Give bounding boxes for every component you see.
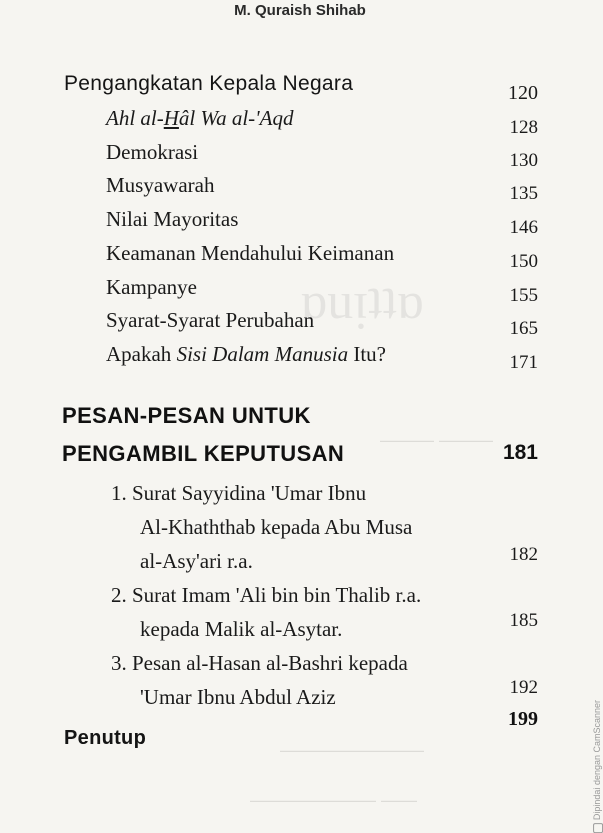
- section-title-line: PESAN-PESAN UNTUK: [62, 403, 311, 428]
- section-page-number: 199: [508, 708, 538, 730]
- section-title: Pengangkatan Kepala Negara: [64, 72, 354, 95]
- toc-entry: Nilai Mayoritas: [106, 207, 239, 231]
- toc-page-number: 192: [509, 677, 538, 698]
- toc-page-number: 128: [509, 117, 538, 138]
- toc-page-number: 182: [509, 544, 538, 565]
- camscanner-icon: [593, 823, 603, 833]
- toc-entry-continuation: kepada Malik al-Asytar.: [140, 617, 343, 641]
- toc-page-number: 135: [509, 183, 538, 204]
- section-title: Penutup: [64, 727, 147, 749]
- bleed-through-decoration: ————————: [280, 740, 424, 760]
- toc-entry: 2. Surat Imam 'Ali bin bin Thalib r.a.: [111, 583, 422, 607]
- toc-entry: Demokrasi: [106, 140, 199, 164]
- toc-entry-continuation: al-Asy'ari r.a.: [140, 549, 253, 573]
- toc-entry: 3. Pesan al-Hasan al-Bashri kepada: [111, 651, 408, 675]
- toc-page-number: 165: [509, 318, 538, 339]
- toc-entry: Ahl al-Hâl Wa al-'Aqd: [106, 106, 294, 130]
- scanner-watermark: Dipindai dengan CamScanner: [592, 700, 603, 833]
- toc-page-number: 146: [509, 217, 538, 238]
- section-page-number: 120: [508, 82, 538, 104]
- toc-entry: 1. Surat Sayyidina 'Umar Ibnu: [111, 481, 367, 505]
- toc-page-number: 150: [509, 251, 538, 272]
- toc-page-number: 185: [509, 610, 538, 631]
- section-title-line: PENGAMBIL KEPUTUSAN: [62, 441, 345, 466]
- toc-page-number: 130: [509, 150, 538, 171]
- toc-entry: Kampanye: [106, 275, 197, 299]
- bleed-through-decoration: ——— ———: [380, 430, 494, 450]
- bleed-through-decoration: ——————— ——: [250, 790, 418, 810]
- toc-entry-continuation: Al-Khaththab kepada Abu Musa: [140, 515, 413, 539]
- toc-entry: Musyawarah: [106, 173, 215, 197]
- toc-entry-continuation: 'Umar Ibnu Abdul Aziz: [140, 685, 336, 709]
- toc-entry: Keamanan Mendahului Keimanan: [106, 241, 395, 265]
- section-page-number: 181: [502, 441, 538, 464]
- toc-entry: Syarat-Syarat Perubahan: [106, 308, 315, 332]
- bleed-through-decoration: ɒuᴉʇʇɒ: [300, 273, 424, 330]
- running-header: M. Quraish Shihab: [234, 2, 366, 19]
- toc-entry: Apakah Sisi Dalam Manusia Itu?: [106, 342, 386, 366]
- toc-page-number: 155: [509, 285, 538, 306]
- toc-page-number: 171: [509, 352, 538, 373]
